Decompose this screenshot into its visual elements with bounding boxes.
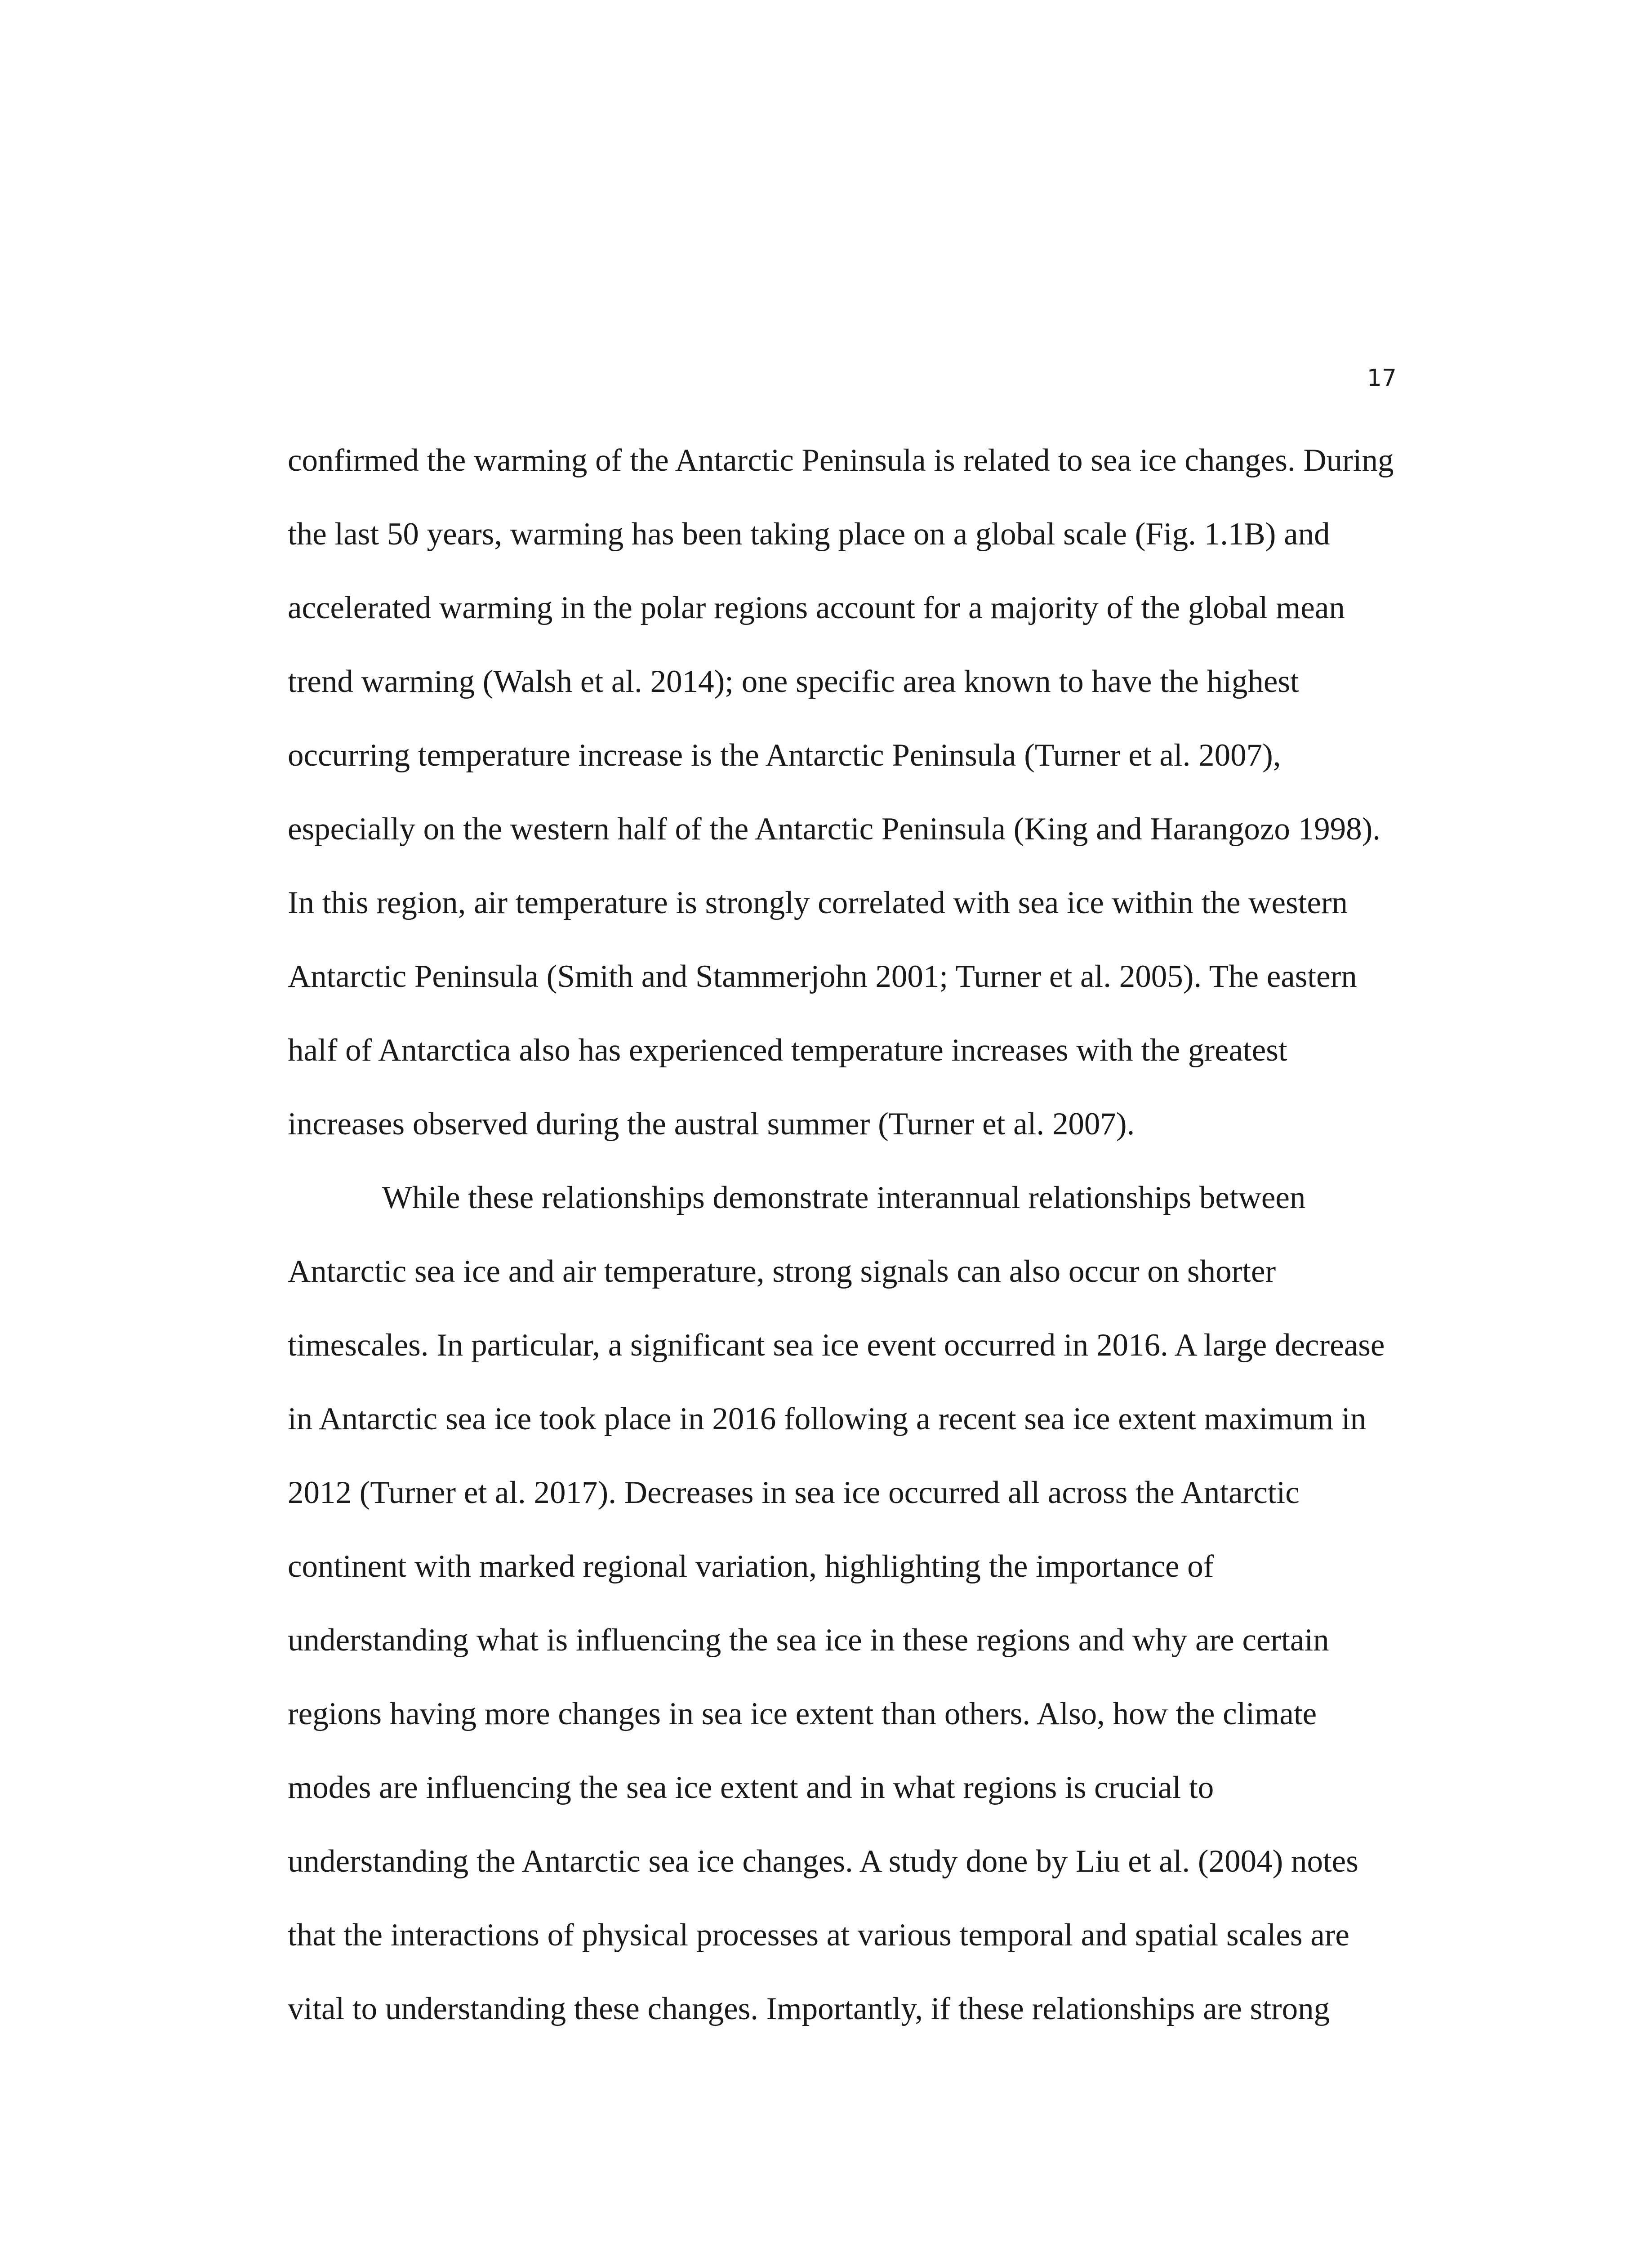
text-line: in Antarctic sea ice took place in 2016 following a recent sea ice extent maximum in <box>288 1401 1367 1436</box>
text-line: the last 50 years, warming has been taking place on a global scale (Fig. 1.1B) and <box>288 517 1330 552</box>
text-line: regions having more changes in sea ice extent than others. Also, how the climate <box>288 1696 1317 1731</box>
text-line: confirmed the warming of the Antarctic Peninsula is related to sea ice changes. During <box>288 443 1394 478</box>
text-line: continent with marked regional variation, highlighting the importance of <box>288 1549 1214 1584</box>
text-line: understanding what is influencing the sea ice in these regions and why are certain <box>288 1623 1329 1658</box>
text-line: increases observed during the austral summer (Turner et al. 2007). <box>288 1106 1135 1142</box>
text-line: Antarctic Peninsula (Smith and Stammerjohn 2001; Turner et al. 2005). The eastern <box>288 959 1357 994</box>
text-line: understanding the Antarctic sea ice changes. A study done by Liu et al. (2004) notes <box>288 1844 1358 1879</box>
text-line: vital to understanding these changes. Importantly, if these relationships are strong <box>288 1991 1330 2026</box>
paragraph-start-line: While these relationships demonstrate interannual relationships between <box>382 1180 1306 1215</box>
text-line: trend warming (Walsh et al. 2014); one specific area known to have the highest <box>288 664 1299 699</box>
text-line: timescales. In particular, a significant sea ice event occurred in 2016. A large decrease <box>288 1328 1385 1363</box>
body-text <box>288 438 1412 2060</box>
text-line: occurring temperature increase is the Antarctic Peninsula (Turner et al. 2007), <box>288 738 1281 773</box>
text-line: Antarctic sea ice and air temperature, strong signals can also occur on shorter <box>288 1254 1276 1289</box>
text-line: half of Antarctica also has experienced temperature increases with the greatest <box>288 1033 1287 1068</box>
text-line: that the interactions of physical processes at various temporal and spatial scales are <box>288 1918 1349 1953</box>
text-line: especially on the western half of the Antarctic Peninsula (King and Harangozo 1998). <box>288 812 1380 847</box>
text-line: modes are influencing the sea ice extent and in what regions is crucial to <box>288 1770 1214 1805</box>
text-line: In this region, air temperature is strongly correlated with sea ice within the western <box>288 885 1348 920</box>
page-number: 17 <box>1367 365 1397 392</box>
text-line: accelerated warming in the polar regions account for a majority of the global mean <box>288 590 1345 625</box>
text-line: 2012 (Turner et al. 2017). Decreases in sea ice occurred all across the Antarctic <box>288 1475 1300 1510</box>
